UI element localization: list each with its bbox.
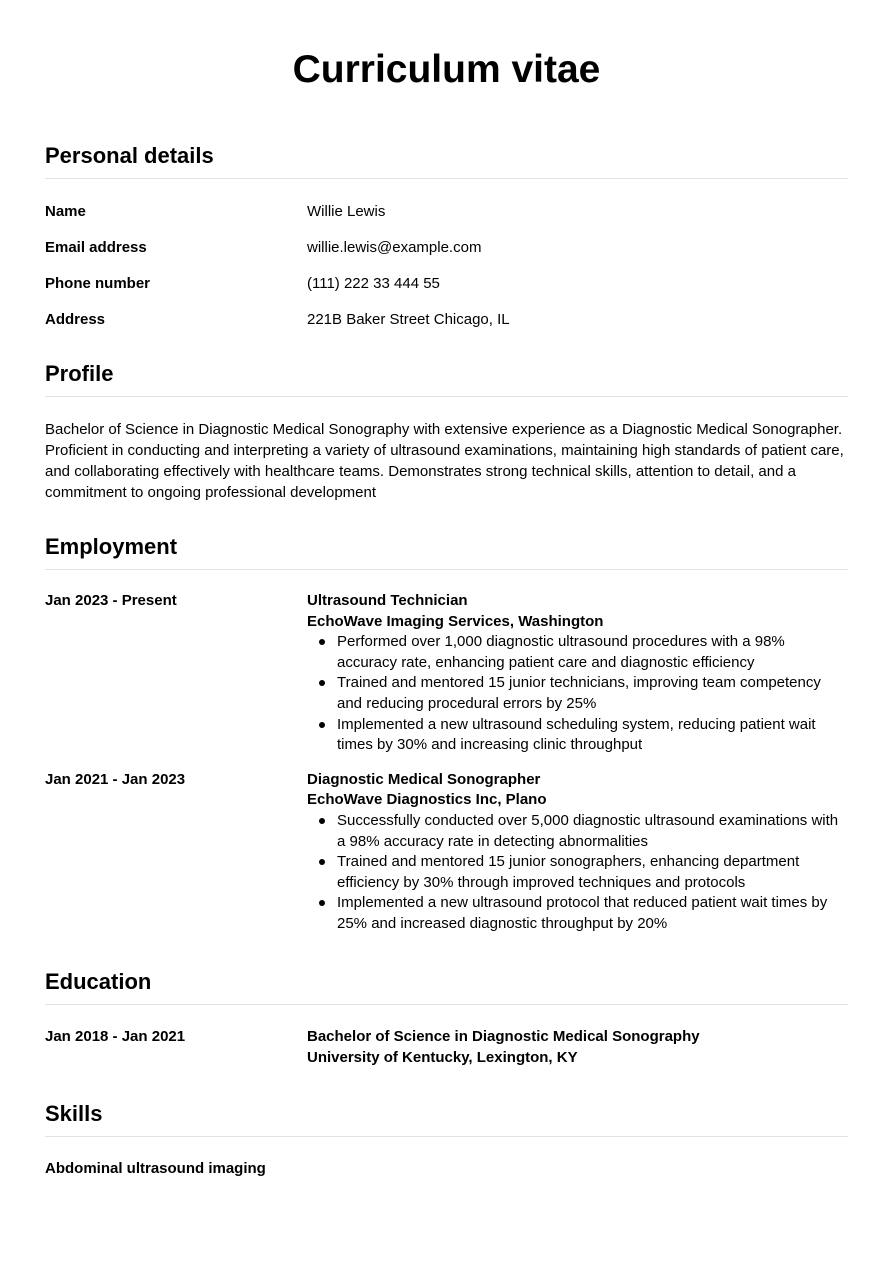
personal-label-address: Address — [45, 311, 106, 328]
personal-value-email: willie.lewis@example.com — [307, 239, 482, 256]
employment-entry — [45, 570, 848, 756]
employment-section — [45, 534, 848, 935]
personal-row-name — [45, 202, 848, 238]
employment-details — [307, 591, 848, 756]
personal-details-section — [45, 143, 848, 346]
personal-label-phone: Phone number — [45, 275, 151, 292]
employment-date: Jan 2021 - Jan 2023 — [45, 770, 186, 788]
education-school: University of Kentucky, Lexington, KY — [307, 1048, 578, 1066]
personal-value-name: Willie Lewis — [307, 203, 386, 220]
personal-value-phone: (111) 222 33 444 55 — [307, 275, 440, 292]
profile-section — [45, 361, 848, 503]
education-entry — [45, 1005, 848, 1068]
employment-bullet: Implemented a new ultrasound scheduling system, reducing patient wait times by 30% and increasing clinic throughput — [337, 715, 848, 756]
personal-row-email — [45, 238, 848, 274]
personal-value-address: 221B Baker Street Chicago, IL — [307, 311, 510, 328]
section-heading-employment: Employment — [45, 534, 848, 570]
education-degree: Bachelor of Science in Diagnostic Medical Sonography — [307, 1028, 700, 1045]
education-date: Jan 2018 - Jan 2021 — [45, 1028, 186, 1045]
employment-org: EchoWave Imaging Services, Washington — [307, 612, 604, 630]
personal-row-address — [45, 310, 848, 346]
employment-bullet: Performed over 1,000 diagnostic ultrasound procedures with a 98% accuracy rate, enhancing patient care and diagnostic efficiency — [337, 632, 848, 673]
employment-role: Diagnostic Medical Sonographer — [307, 770, 541, 788]
employment-bullet: Trained and mentored 15 junior technicians, improving team competency and reducing procedural errors by 25% — [337, 673, 848, 714]
section-heading-skills: Skills — [45, 1101, 848, 1137]
employment-role: Ultrasound Technician — [307, 592, 468, 609]
employment-bullet: Implemented a new ultrasound protocol that reduced patient wait times by 25% and increased diagnostic throughput by 20% — [337, 893, 848, 934]
personal-row-phone — [45, 274, 848, 310]
employment-bullets — [307, 632, 848, 756]
employment-bullet: Successfully conducted over 5,000 diagnostic ultrasound examinations with a 98% accuracy rate in detecting abnormalities — [337, 811, 848, 852]
skills-section — [45, 1101, 848, 1179]
cv-page — [45, 0, 848, 1177]
education-section — [45, 969, 848, 1068]
personal-label-name: Name — [45, 203, 86, 220]
employment-bullet: Trained and mentored 15 junior sonographers, enhancing department efficiency by 30% through improved techniques and protocols — [337, 852, 848, 893]
section-heading-personal-details: Personal details — [45, 143, 848, 179]
profile-text: Bachelor of Science in Diagnostic Medical Sonography with extensive experience as a Diagnostic Medical Sonographer. Proficient in conducting and interpreting a variety of ultrasound examinations, maintaining high standards of patient care, and collaborating effectively with healthcare teams. Demonstrates strong technical skills, attention to detail, and a commitment to ongoing professional development — [45, 421, 844, 501]
employment-bullets — [307, 811, 848, 935]
employment-org: EchoWave Diagnostics Inc, Plano — [307, 791, 547, 809]
section-heading-profile: Profile — [45, 361, 848, 397]
employment-details — [307, 770, 848, 935]
employment-entry — [45, 756, 848, 935]
personal-label-email: Email address — [45, 239, 147, 256]
section-heading-education: Education — [45, 969, 848, 1005]
skill-item: Abdominal ultrasound imaging — [45, 1160, 266, 1177]
page-title: Curriculum vitae — [292, 48, 601, 91]
education-details — [307, 1027, 848, 1068]
employment-date: Jan 2023 - Present — [45, 592, 177, 609]
